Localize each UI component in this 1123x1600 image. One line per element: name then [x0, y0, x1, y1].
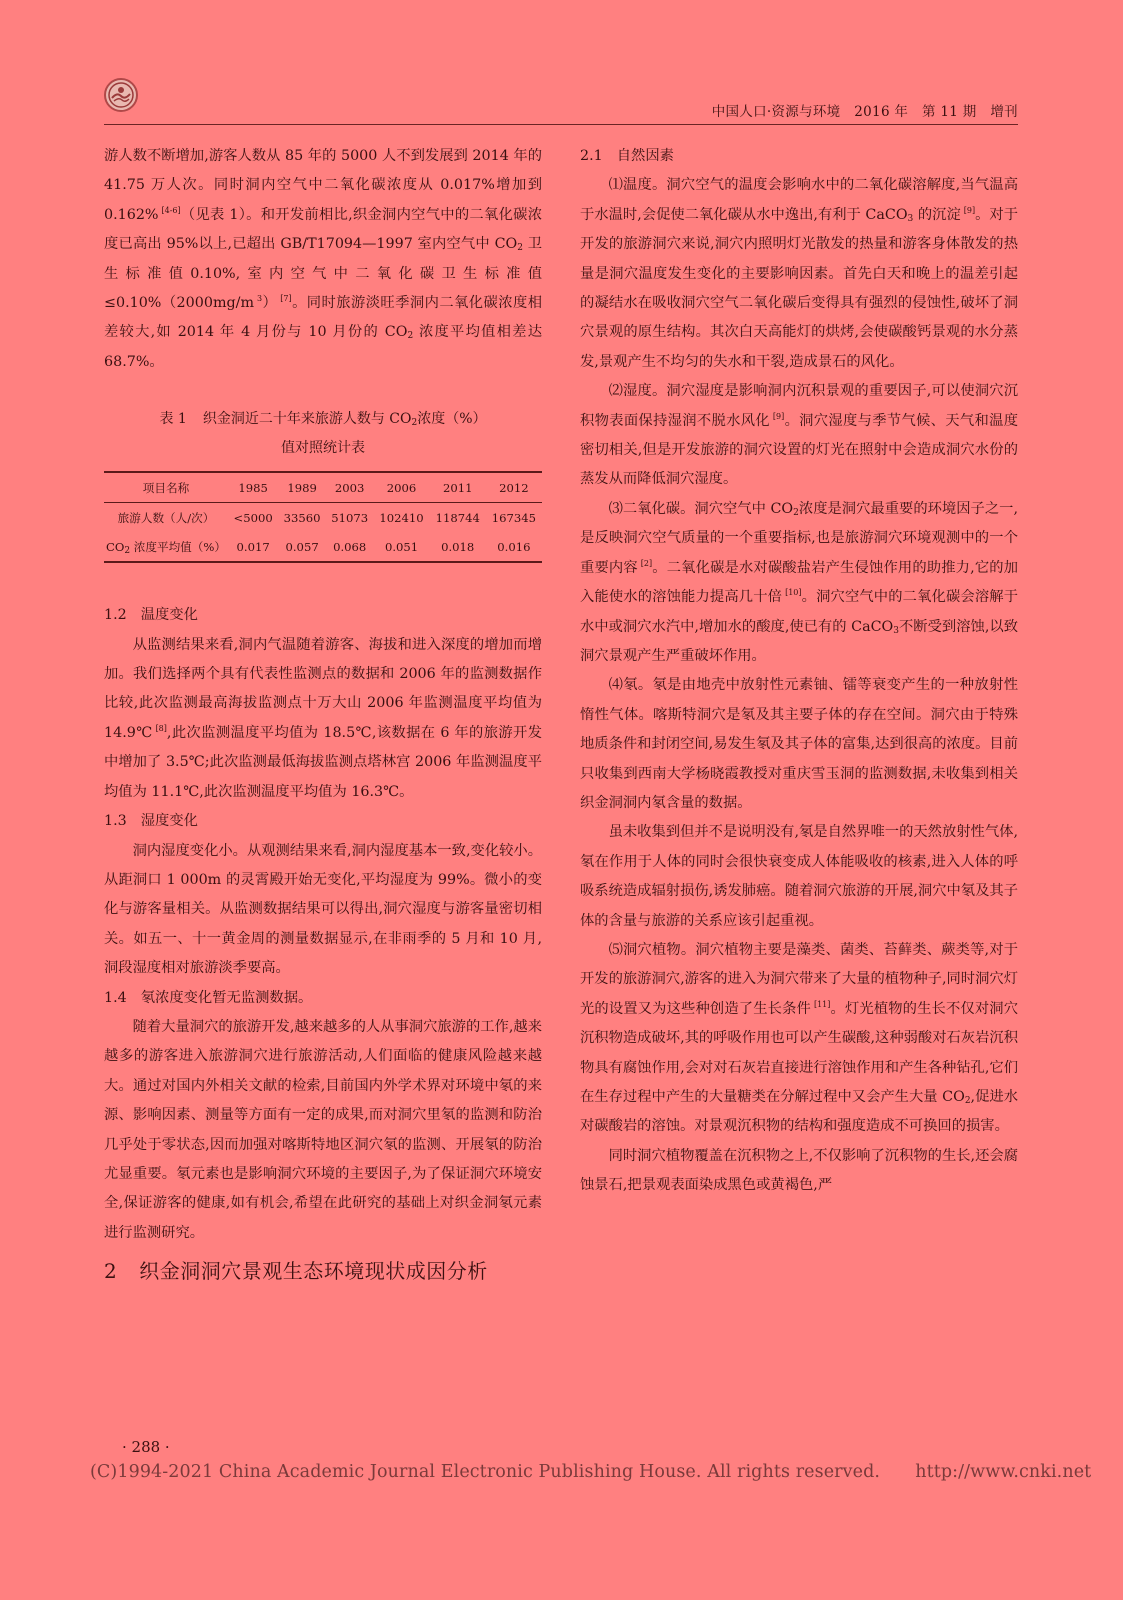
paragraph-radon-health: 虽未收集到但并不是说明没有,氡是自然界唯一的天然放射性气体,氡在作用于人体的同时会很快衰变成人体能吸收的核素,进入人体的呼吸系统造成辐射损伤,诱发肺癌。随着洞穴旅游的开展,洞穴中氡及其子体的含量与旅游的关系应该引起重视。 — [580, 824, 1018, 929]
table-cell: 0.051 — [373, 532, 429, 562]
table-header-cell: 2006 — [373, 472, 429, 503]
section-heading-2: 2 织金洞洞穴景观生态环境现状成因分析 — [104, 1259, 488, 1284]
section-heading-1-3: 1.3 湿度变化 — [104, 813, 198, 830]
table-cell: $CO_2$ 浓度平均值（%） — [104, 532, 228, 562]
table-cell: 102410 — [379, 510, 424, 525]
table-cell: 118744 — [435, 510, 480, 525]
page-number: · 288 · — [122, 1438, 170, 1456]
table-row — [104, 503, 542, 533]
table-header-cell: 2011 — [430, 472, 486, 503]
table-caption: 表 1 织金洞近二十年来旅游人数与 $CO_2$浓度（%） 值对照统计表 — [159, 411, 487, 457]
section-heading-1-4: 1.4 氡浓度变化暂无监测数据。 — [104, 989, 313, 1006]
paragraph-temperature: 从监测结果来看,洞内气温随着游客、海拔和进入深度的增加而增加。我们选择两个具有代表性监测点的数据和 2006 年的监测数据作比较,此次监测最高海拔监测点十万大山 2006 年监测温度平均值为 14.9℃ [8],此次监测温度平均值为 18.5℃,该数据在 6 年的旅游开发中增加了 3.5℃;此次监测最低海拔监测点塔林宫 2006 年监测温度平均值为 11.1℃,此次监测温度平均值为 16.3℃。 — [104, 636, 542, 800]
table-row — [104, 532, 542, 562]
paragraph-plants-cover: 同时洞穴植物覆盖在沉积物之上,不仅影响了沉积物的生长,还会腐蚀景石,把景观表面染成黑色或黄褐色,严 — [580, 1147, 1018, 1194]
table-header-row — [104, 472, 542, 503]
table-cell: <5000 — [233, 510, 273, 525]
paragraph-factor-humidity: ⑵湿度。洞穴湿度是影响洞内沉积景观的重要因子,可以使洞穴沉积物表面保持湿润不脱水风化 [9]。洞穴湿度与季节气候、天气和温度密切相关,但是开发旅游的洞穴设置的灯光在照射中会造成洞穴水份的蒸发从而降低洞穴湿度。 — [580, 383, 1019, 488]
table-header-cell: 2012 — [486, 472, 542, 503]
table-cell: 0.017 — [228, 532, 278, 562]
header-rule — [104, 124, 1018, 125]
data-table — [104, 471, 542, 563]
table-cell: 33560 — [283, 510, 321, 525]
table-cell: 0.018 — [430, 532, 486, 562]
table-cell: 0.057 — [278, 532, 326, 562]
paragraph-radon: 随着大量洞穴的旅游开发,越来越多的人从事洞穴旅游的工作,越来越多的游客进入旅游洞穴进行旅游活动,人们面临的健康风险越来越大。通过对国内外相关文献的检索,目前国内外学术界对环境中氡的来源、影响因素、测量等方面有一定的成果,而对洞穴里氡的监测和防治几乎处于零状态,因而加强对喀斯特地区洞穴氡的监测、开展氡的防治尤显重要。氡元素也是影响洞穴环境的主要因子,为了保证洞穴环境安全,保证游客的健康,如有机会,希望在此研究的基础上对织金洞氡元素进行监测研究。 — [104, 1018, 542, 1241]
left-column — [104, 142, 542, 1288]
paragraph-humidity: 洞内湿度变化小。从观测结果来看,洞内湿度基本一致,变化较小。从距洞口 1 000m 的灵霄殿开始无变化,平均湿度为 99%。微小的变化与游客量相关。从监测数据结果可以得出,洞穴湿度与游客量密切相关。如五一、十一黄金周的测量数据显示,在非雨季的 5 月和 10 月,洞段湿度相对旅游淡季要高。 — [104, 842, 542, 977]
paragraph-co2-growth: 游人数不断增加,游客人数从 85 年的 5000 人不到发展到 2014 年的 41.75 万人次。同时洞内空气中二氧化碳浓度从 0.017%增加到 0.162% [4-6]（见表 1）。和开发前相比,织金洞内空气中的二氧化碳浓度已高出 95%以上,已超出 GB/T17094—1997 室内空气中 $CO_2$ 卫生标准值0.10%,室内空气中二氧化碳卫生标准值≤0.10%（2000mg/m $^3$） [7]。同时旅游淡旺季洞内二氧化碳浓度相差较大,如 2014 年 4 月份与 10 月份的 $CO_2$ 浓度平均值相差达 68.7%。 — [104, 148, 543, 370]
right-column — [580, 142, 1018, 1201]
table-cell: 167345 — [491, 510, 537, 525]
paragraph-factor-temperature: ⑴温度。洞穴空气的温度会影响水中的二氧化碳溶解度,当气温高于水温时,会促使二氧化碳从水中逸出,有利于 CaCO$_3$ 的沉淀 [9]。对于开发的旅游洞穴来说,洞穴内照明灯光散发的热量和游客身体散发的热量是洞穴温度发生变化的主要影响因素。首先白天和晚上的温差引起的凝结水在吸收洞穴空气二氧化碳后变得具有强烈的侵蚀性,破坏了洞穴景观的原生结构。其次白天高能灯的烘烤,会使碳酸钙景观的水分蒸发,景观产生不均匀的失水和干裂,造成景石的风化。 — [580, 177, 1019, 370]
journal-logo-icon — [104, 78, 138, 112]
running-header: 中国人口·资源与环境 2016 年 第 11 期 增刊 — [711, 104, 1018, 120]
paragraph-factor-radon: ⑷氡。氡是由地壳中放射性元素铀、镭等衰变产生的一种放射性惰性气体。喀斯特洞穴是氡及其主要子体的存在空间。洞穴由于特殊地质条件和封闭空间,易发生氡及其子体的富集,达到很高的浓度。目前只收集到西南大学杨晓霞教授对重庆雪玉洞的监测数据,未收集到相关织金洞洞内氡含量的数据。 — [580, 677, 1018, 811]
table-header-cell: 项目名称 — [104, 472, 228, 503]
paragraph-factor-co2: ⑶二氧化碳。洞穴空气中 $CO_2$浓度是洞穴最重要的环境因子之一,是反映洞穴空气质量的一个重要指标,也是旅游洞穴环境观测中的一个重要内容 [2]。二氧化碳是水对碳酸盐岩产生侵蚀作用的助推力,它的加入能使水的溶蚀能力提高几十倍 [10]。洞穴空气中的二氧化碳会溶解于水中或洞穴水汽中,增加水的酸度,使已有的 CaCO$_3$不断受到溶蚀,以致洞穴景观产生严重破坏作用。 — [580, 500, 1019, 664]
paragraph-factor-plants: ⑸洞穴植物。洞穴植物主要是藻类、菌类、苔藓类、蕨类等,对于开发的旅游洞穴,游客的进入为洞穴带来了大量的植物种子,同时洞穴灯光的设置又为这些种创造了生长条件 [11]。灯光植物的生长不仅对洞穴沉积物造成破坏,其的呼吸作用也可以产生碳酸,这种弱酸对石灰岩沉积物具有腐蚀作用,会对对石灰岩直接进行溶蚀作用和产生各种钻孔,它们在生存过程中产生的大量糖类在分解过程中又会产生大量 $CO_2$,促进水对碳酸岩的溶蚀。对景观沉积物的结构和强度造成不可换回的损害。 — [580, 941, 1019, 1135]
table-header-cell: 1985 — [228, 472, 278, 503]
section-heading-1-2: 1.2 温度变化 — [104, 607, 198, 624]
copyright-line: (C)1994-2021 China Academic Journal Electronic Publishing House. All rights reserved. http://www.cnki.net — [90, 1462, 1092, 1482]
table-cell: 旅游人数（人/次） — [117, 510, 215, 525]
table-cell: 0.068 — [326, 532, 374, 562]
table-cell: 51073 — [331, 510, 369, 525]
table-cell: 0.016 — [486, 532, 542, 562]
table-header-cell: 1989 — [278, 472, 326, 503]
table-header-cell: 2003 — [326, 472, 374, 503]
section-heading-2-1: 2.1 自然因素 — [580, 148, 674, 164]
